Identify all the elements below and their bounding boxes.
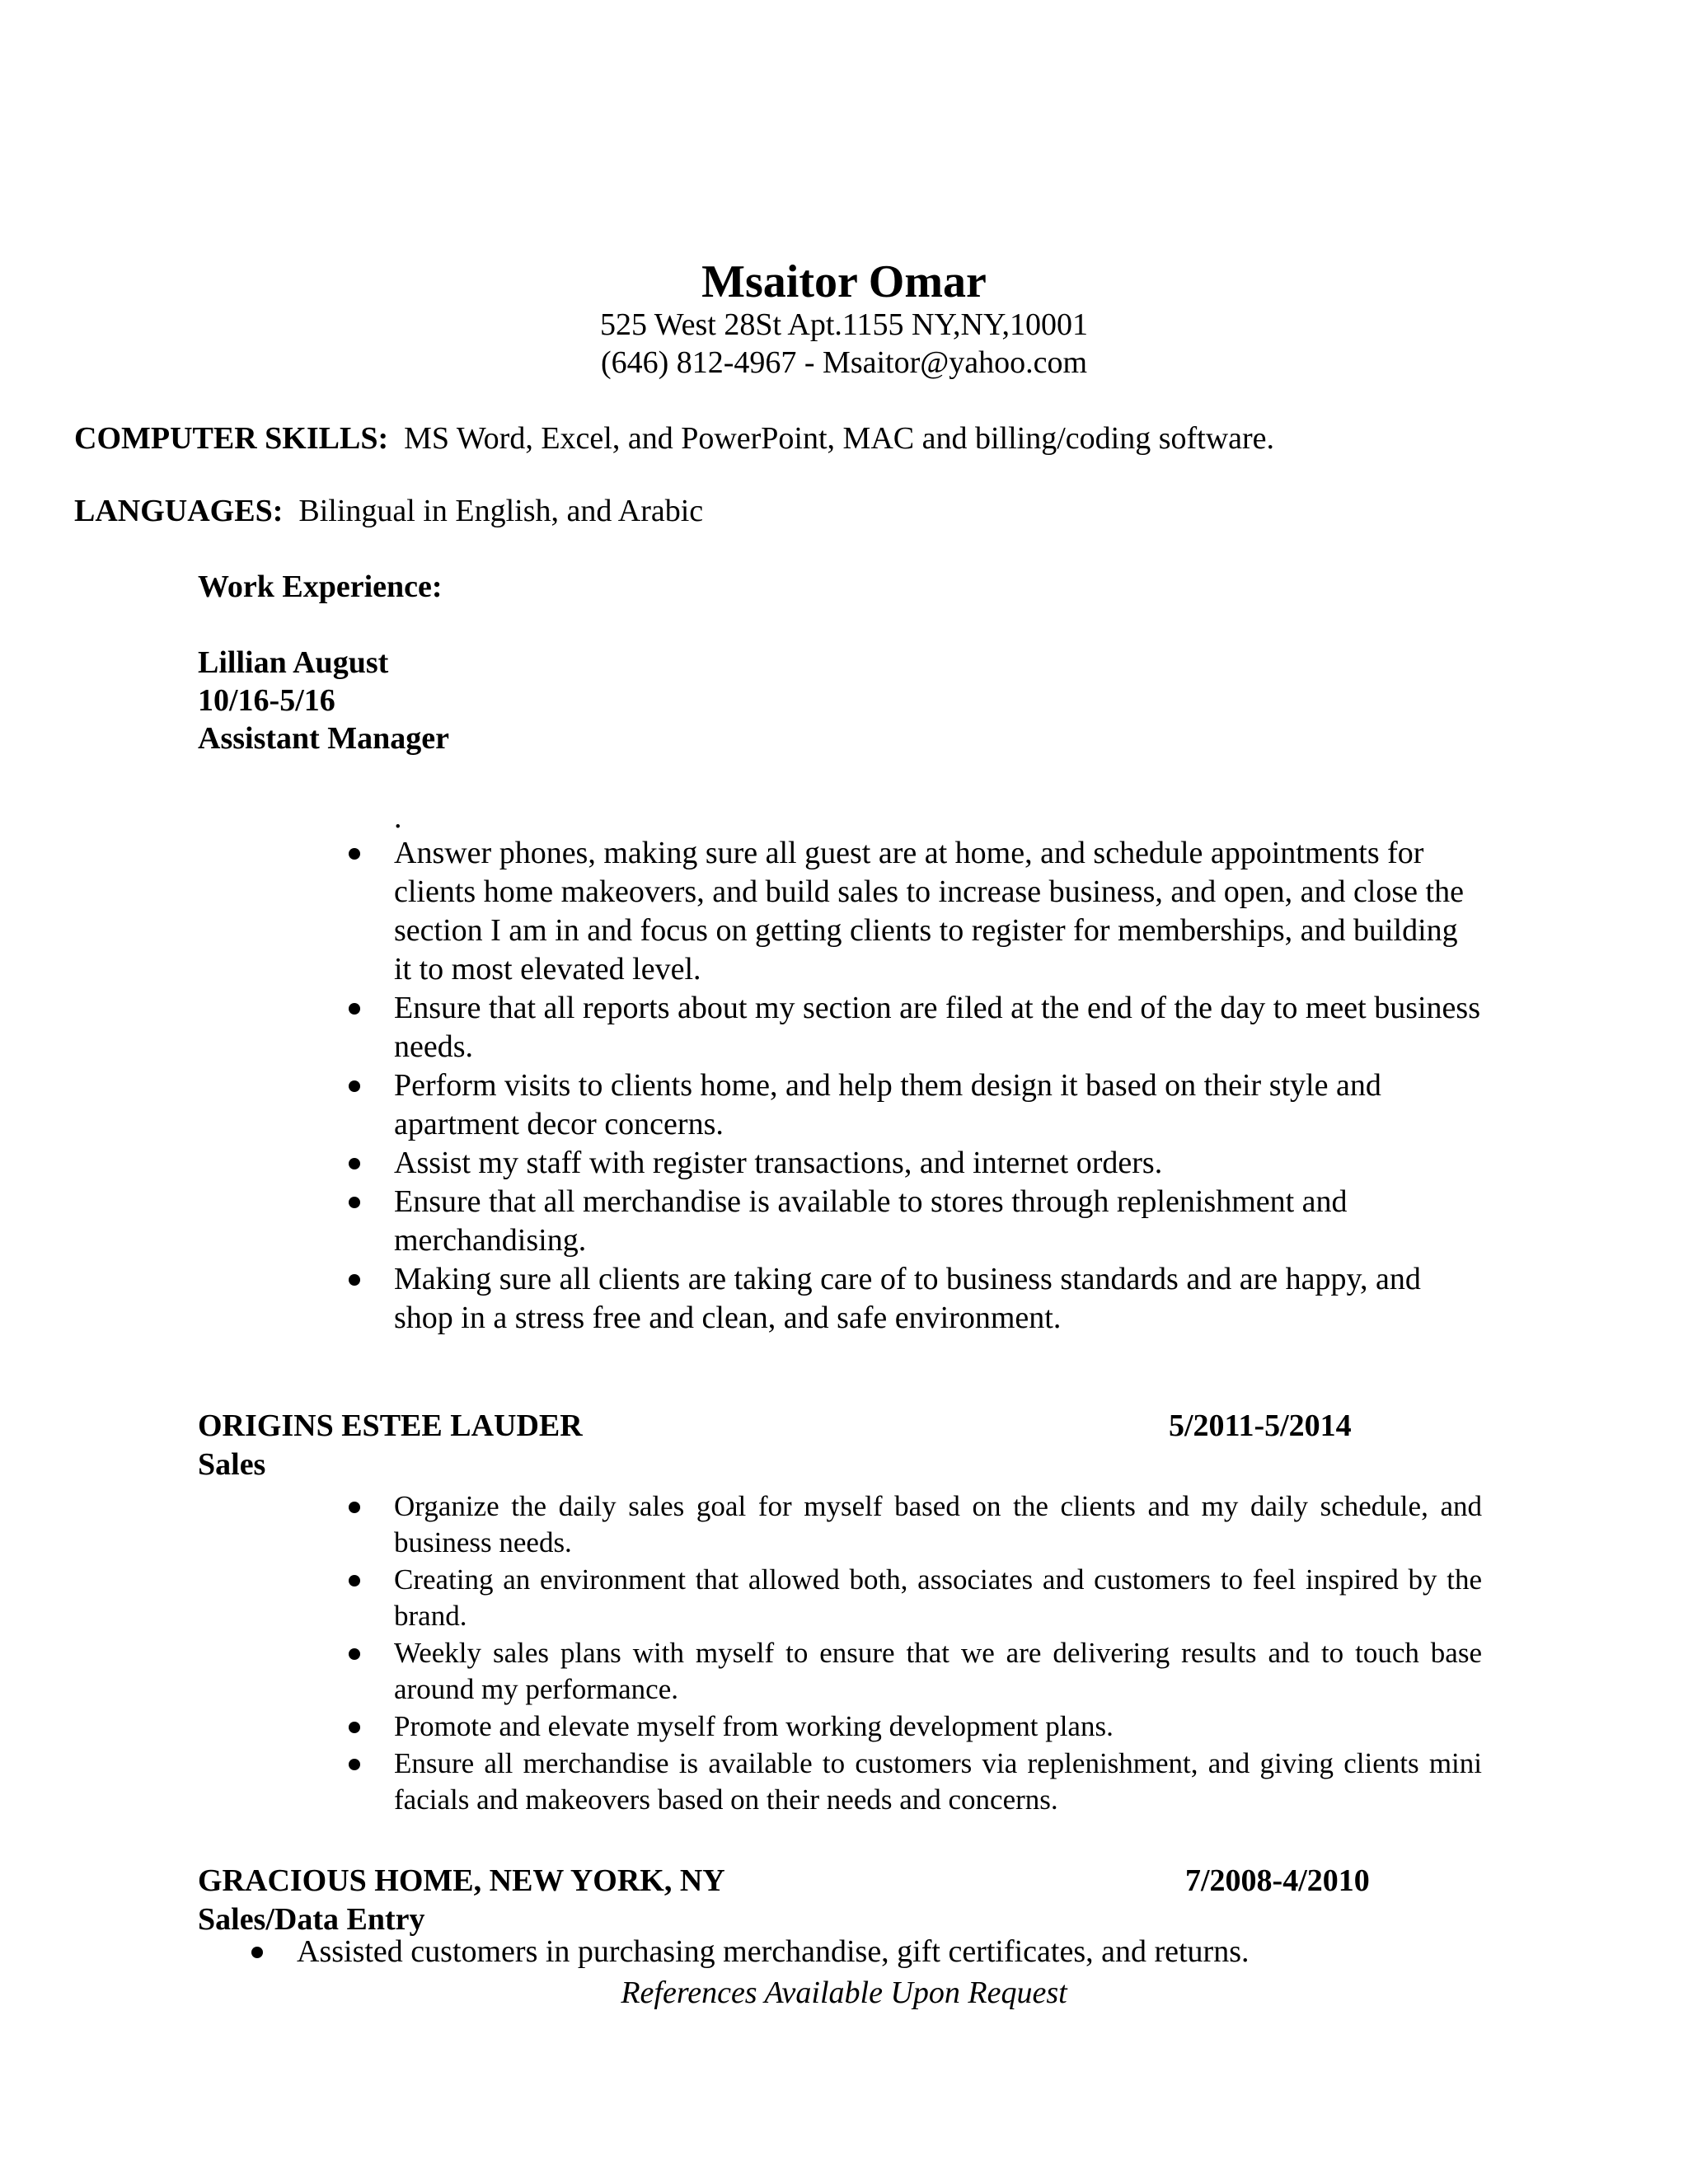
job3-company: GRACIOUS HOME, NEW YORK, NY [198, 1863, 725, 1898]
bullet-icon [349, 848, 360, 860]
list-item: Ensure all merchandise is available to customers via replenishment, and giving clients mini facials and makeovers based on their needs and concerns. [394, 1746, 1482, 1818]
job2-dates: 5/2011-5/2014 [1169, 1408, 1352, 1443]
address: 525 West 28St Apt.1155 NY,NY,10001 [599, 307, 1088, 342]
bullet-icon [349, 1197, 360, 1208]
list-item: Promote and elevate myself from working development plans. [394, 1708, 1482, 1745]
job3-bullets [297, 1933, 1451, 1971]
bullet-icon [349, 1575, 360, 1586]
work-experience-heading: Work Experience: [198, 569, 443, 604]
list-item: Assisted customers in purchasing merchandise, gift certificates, and returns. [297, 1933, 1451, 1971]
languages-label: LANGUAGES: [74, 494, 284, 528]
references-footer: References Available Upon Request [621, 1975, 1067, 2010]
bullet-icon [349, 1648, 360, 1660]
bullet-icon [349, 1003, 360, 1015]
resume-name: Msaitor Omar [701, 256, 987, 307]
list-item: Ensure that all merchandise is available to stores through replenishment and merchandising. [394, 1183, 1482, 1260]
languages-value: Bilingual in English, and Arabic [298, 494, 704, 528]
job3-title: Sales/Data Entry [198, 1902, 425, 1937]
computer-skills-value: MS Word, Excel, and PowerPoint, MAC and billing/coding software. [404, 421, 1275, 456]
stray-period: . [394, 800, 402, 835]
bullet-icon [349, 1080, 360, 1092]
bullet-icon [349, 1158, 360, 1169]
list-item: Organize the daily sales goal for myself based on the clients and my daily schedule, and business needs. [394, 1488, 1482, 1561]
job3-dates: 7/2008-4/2010 [1185, 1863, 1370, 1898]
job1-company: Lillian August [198, 645, 389, 680]
job2-company: ORIGINS ESTEE LAUDER [198, 1408, 583, 1443]
job2-title: Sales [198, 1447, 266, 1482]
bullet-icon [349, 1274, 360, 1286]
bullet-icon [349, 1759, 360, 1770]
bullet-icon [251, 1947, 263, 1958]
list-item: Creating an environment that allowed both, associates and customers to feel inspired by the brand. [394, 1562, 1482, 1634]
list-item: Perform visits to clients home, and help them design it based on their style and apartment decor concerns. [394, 1066, 1482, 1144]
job1-title: Assistant Manager [198, 721, 450, 756]
bullet-icon [349, 1502, 360, 1513]
list-item: Answer phones, making sure all guest are at home, and schedule appointments for clients home makeovers, and build sales to increase business, and open, and close the section I am in and focus on getting clients to register for memberships, and building it to most elevated level. [394, 834, 1482, 989]
computer-skills-line [74, 420, 1274, 457]
list-item: Assist my staff with register transactions, and internet orders. [394, 1144, 1482, 1183]
computer-skills-label: COMPUTER SKILLS: [74, 421, 389, 456]
contact-line: (646) 812-4967 - Msaitor@yahoo.com [600, 345, 1088, 380]
list-item: Ensure that all reports about my section are filed at the end of the day to meet business needs. [394, 989, 1482, 1066]
languages-line [74, 493, 703, 529]
job1-bullets [394, 834, 1482, 1338]
bullet-icon [349, 1722, 360, 1733]
list-item: Making sure all clients are taking care of to business standards and are happy, and shop in a stress free and clean, and safe environment. [394, 1260, 1482, 1338]
list-item: Weekly sales plans with myself to ensure that we are delivering results and to touch base around my performance. [394, 1635, 1482, 1708]
job1-dates: 10/16-5/16 [198, 683, 335, 718]
job2-bullets [394, 1488, 1482, 1819]
